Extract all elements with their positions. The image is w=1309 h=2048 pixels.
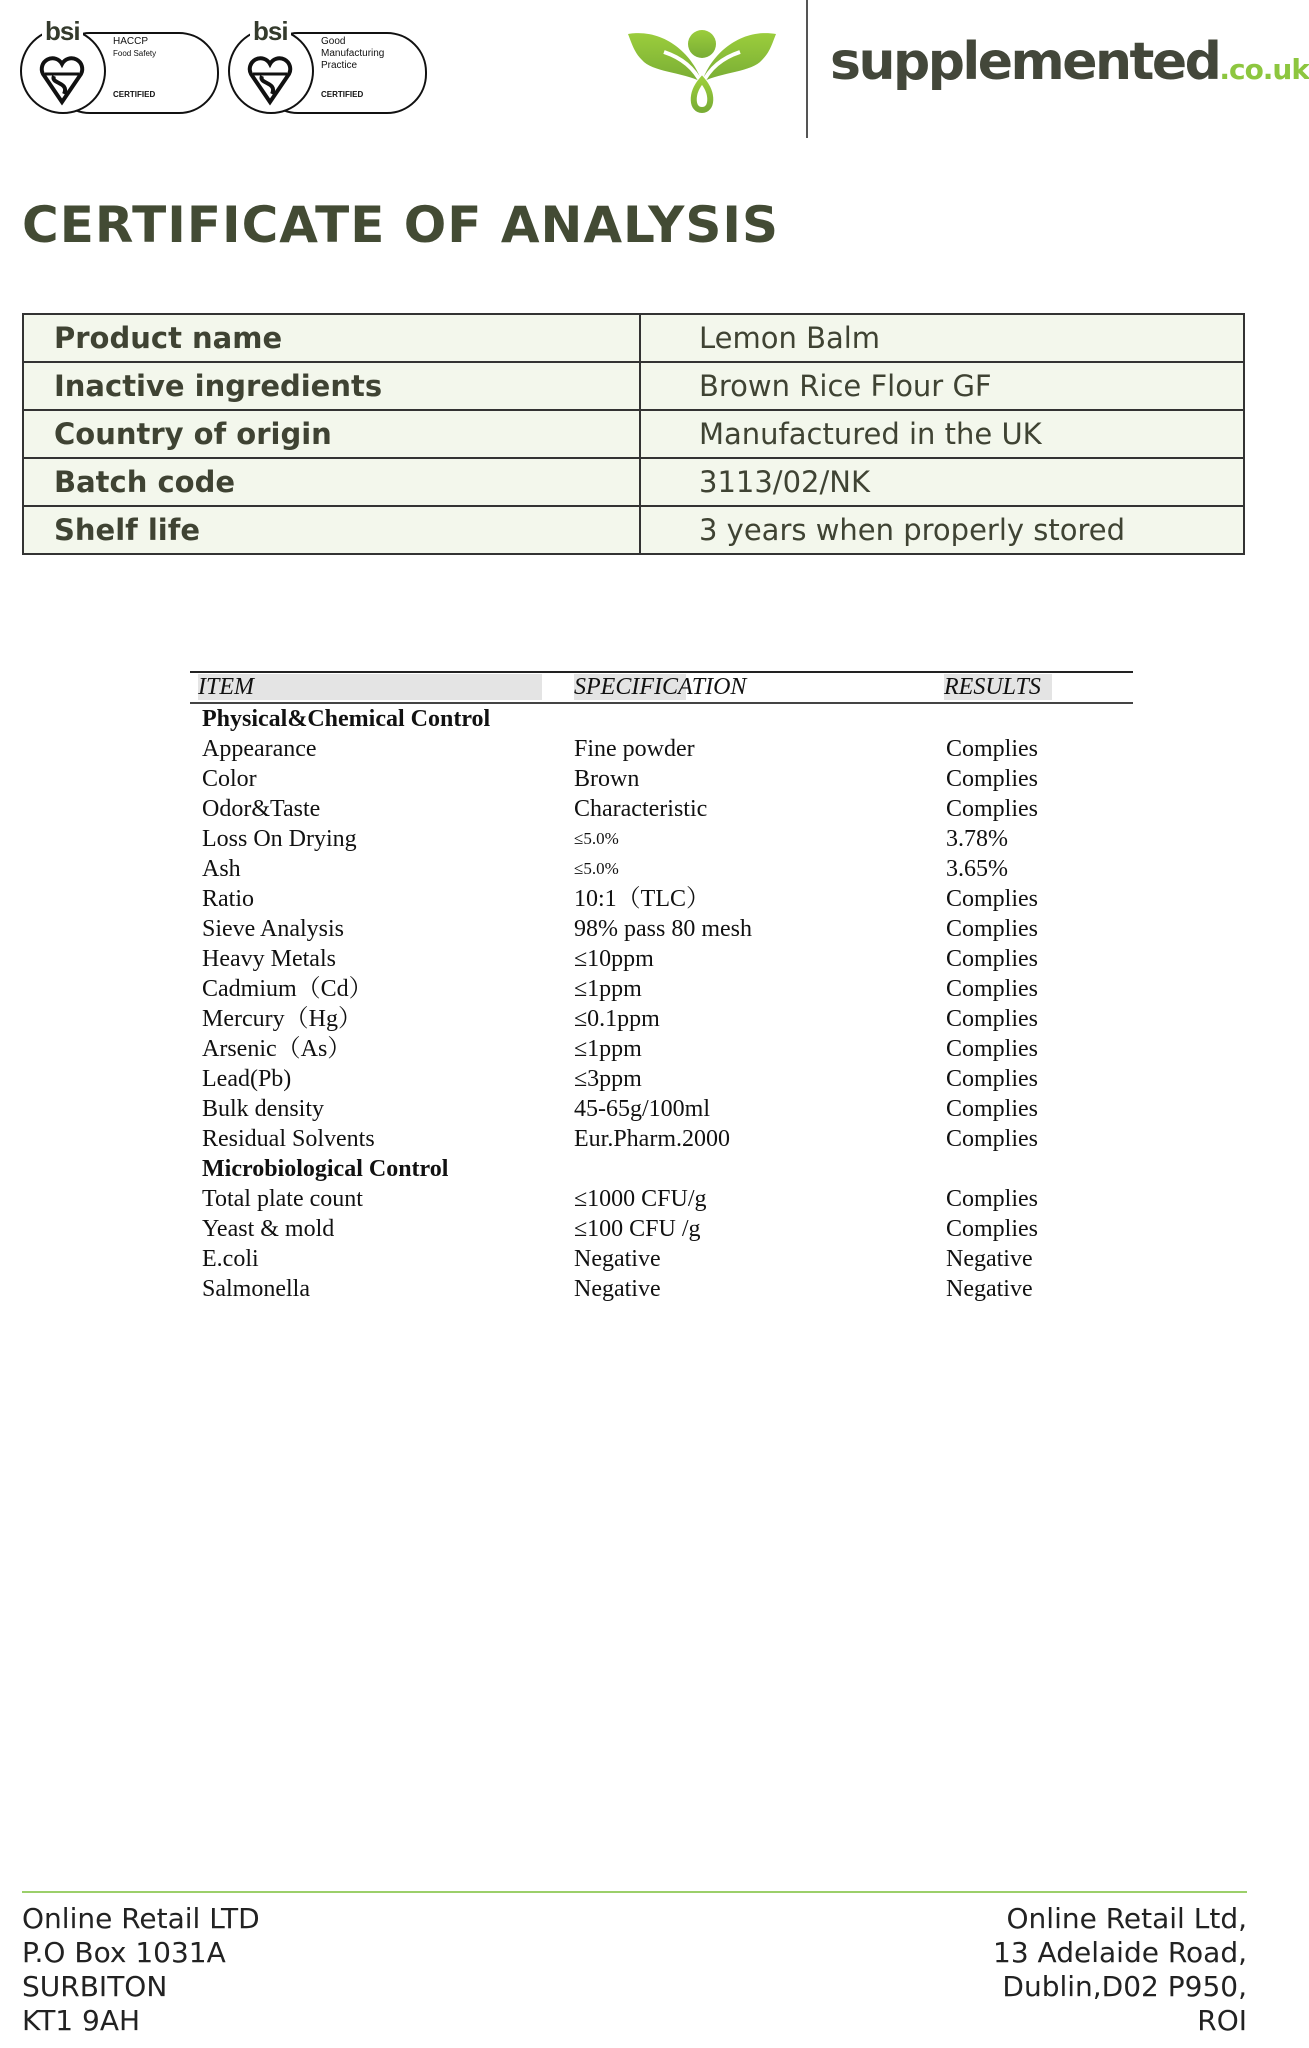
- spec-cell: ≤100 CFU /g: [574, 1216, 701, 1242]
- analysis-row: [190, 1244, 1133, 1274]
- spec-cell: ≤3ppm: [574, 1066, 642, 1092]
- table-row: [23, 458, 1244, 506]
- header-specification: SPECIFICATION: [574, 674, 747, 700]
- info-value: 3113/02/NK: [640, 458, 1244, 506]
- spec-cell: Negative: [574, 1246, 661, 1272]
- bsi-kitemark-icon: [40, 54, 84, 104]
- section-heading-row: [190, 1154, 1133, 1184]
- result-cell: Complies: [946, 916, 1039, 942]
- address-line: SURBITON: [22, 1970, 168, 2003]
- item-cell: Residual Solvents: [202, 1126, 375, 1152]
- badge-status: CERTIFIED: [113, 90, 156, 99]
- analysis-row: [190, 734, 1133, 764]
- analysis-row: [190, 794, 1133, 824]
- item-cell: Mercury（Hg）: [202, 1006, 362, 1032]
- spec-cell: ≤0.1ppm: [574, 1006, 660, 1032]
- spec-cell: Characteristic: [574, 796, 708, 822]
- analysis-row: [190, 1094, 1133, 1124]
- table-row: [23, 506, 1244, 554]
- result-cell: Complies: [946, 946, 1039, 972]
- result-cell: Complies: [946, 1216, 1039, 1242]
- analysis-row: [190, 1004, 1133, 1034]
- badge-line-2: Food Safety: [113, 49, 157, 58]
- analysis-row: [190, 944, 1133, 974]
- analysis-row: [190, 854, 1133, 884]
- spec-cell: ≤1ppm: [574, 1036, 642, 1062]
- bsi-kitemark-icon: [248, 54, 292, 104]
- logo-divider: [806, 0, 808, 138]
- result-cell: Complies: [946, 1006, 1039, 1032]
- result-cell: 3.65%: [946, 856, 1008, 882]
- badge-text: [113, 36, 156, 60]
- item-cell: Arsenic（As）: [202, 1036, 352, 1062]
- spec-cell: ≤5.0%: [574, 829, 619, 848]
- brand-logo-text: [830, 32, 1309, 92]
- brand-name: supplemented: [830, 32, 1220, 92]
- badge-line-1: Good: [321, 36, 346, 47]
- info-value: Brown Rice Flour GF: [640, 362, 1244, 410]
- header-results: RESULTS: [944, 674, 1052, 700]
- item-cell: Microbiological Control: [202, 1156, 449, 1182]
- product-info-table: [22, 313, 1245, 555]
- spec-cell: ≤1ppm: [574, 976, 642, 1002]
- spec-cell: ≤5.0%: [574, 859, 619, 878]
- badge-line-2: Manufacturing: [321, 48, 385, 59]
- info-label: Product name: [23, 314, 640, 362]
- item-cell: Ash: [202, 856, 241, 882]
- address-ie: [993, 1902, 1247, 2038]
- result-cell: Complies: [946, 1186, 1039, 1212]
- item-cell: Bulk density: [202, 1096, 325, 1122]
- result-cell: Complies: [946, 736, 1039, 762]
- analysis-row: [190, 1274, 1133, 1304]
- result-cell: Complies: [946, 1096, 1039, 1122]
- badge-status: CERTIFIED: [321, 90, 364, 99]
- item-cell: Total plate count: [202, 1186, 363, 1212]
- analysis-table: [190, 671, 1133, 1304]
- spec-cell: Eur.Pharm.2000: [574, 1126, 730, 1152]
- item-cell: Physical&Chemical Control: [202, 706, 491, 732]
- bsi-haccp-badge: [20, 18, 210, 118]
- result-cell: Negative: [946, 1246, 1033, 1272]
- item-cell: E.coli: [202, 1246, 259, 1272]
- analysis-row: [190, 1034, 1133, 1064]
- item-cell: Loss On Drying: [202, 826, 357, 852]
- spec-cell: ≤1000 CFU/g: [574, 1186, 707, 1212]
- item-cell: Sieve Analysis: [202, 916, 344, 942]
- badge-line-3: Practice: [321, 60, 358, 71]
- analysis-row: [190, 974, 1133, 1004]
- spec-cell: Brown: [574, 766, 640, 792]
- analysis-row: [190, 1184, 1133, 1214]
- bsi-wordmark: bsi: [250, 18, 291, 44]
- info-label: Country of origin: [23, 410, 640, 458]
- analysis-row: [190, 1064, 1133, 1094]
- analysis-row: [190, 1124, 1133, 1154]
- result-cell: Complies: [946, 796, 1039, 822]
- result-cell: Complies: [946, 1066, 1039, 1092]
- spec-cell: 10:1（TLC）: [574, 886, 710, 912]
- table-row: [23, 410, 1244, 458]
- footer-divider: [22, 1891, 1247, 1893]
- address-uk: [22, 1902, 260, 2038]
- page-title: CERTIFICATE OF ANALYSIS: [22, 196, 779, 254]
- analysis-header-row: [190, 671, 1133, 704]
- header-item: ITEM: [198, 674, 542, 700]
- bsi-wordmark: bsi: [42, 18, 83, 44]
- info-label: Shelf life: [23, 506, 640, 554]
- item-cell: Color: [202, 766, 257, 792]
- analysis-row: [190, 1214, 1133, 1244]
- info-value: Manufactured in the UK: [640, 410, 1244, 458]
- spec-cell: Negative: [574, 1276, 661, 1302]
- analysis-row: [190, 824, 1133, 854]
- analysis-row: [190, 914, 1133, 944]
- section-heading-row: [190, 704, 1133, 734]
- address-line: Dublin,D02 P950,: [1002, 1970, 1247, 2003]
- result-cell: Complies: [946, 976, 1039, 1002]
- spec-cell: 98% pass 80 mesh: [574, 916, 752, 942]
- item-cell: Odor&Taste: [202, 796, 321, 822]
- info-label: Inactive ingredients: [23, 362, 640, 410]
- leaf-person-logo-icon: [622, 22, 782, 114]
- analysis-row: [190, 884, 1133, 914]
- address-line: KT1 9AH: [22, 2004, 141, 2037]
- result-cell: 3.78%: [946, 826, 1008, 852]
- result-cell: Complies: [946, 766, 1039, 792]
- item-cell: Salmonella: [202, 1276, 310, 1302]
- info-value: Lemon Balm: [640, 314, 1244, 362]
- address-line: Online Retail LTD: [22, 1902, 260, 1935]
- brand-tld: .co.uk: [1219, 53, 1309, 86]
- analysis-row: [190, 764, 1133, 794]
- spec-cell: ≤10ppm: [574, 946, 654, 972]
- item-cell: Yeast & mold: [202, 1216, 335, 1242]
- item-cell: Cadmium（Cd）: [202, 976, 373, 1002]
- item-cell: Heavy Metals: [202, 946, 336, 972]
- bsi-gmp-badge: [228, 18, 418, 118]
- table-row: [23, 314, 1244, 362]
- item-cell: Lead(Pb): [202, 1066, 292, 1092]
- item-cell: Ratio: [202, 886, 254, 912]
- spec-cell: 45-65g/100ml: [574, 1096, 710, 1122]
- badge-line-1: HACCP: [113, 36, 149, 47]
- result-cell: Negative: [946, 1276, 1033, 1302]
- spec-cell: Fine powder: [574, 736, 695, 762]
- info-label: Batch code: [23, 458, 640, 506]
- result-cell: Complies: [946, 1126, 1039, 1152]
- info-value: 3 years when properly stored: [640, 506, 1244, 554]
- item-cell: Appearance: [202, 736, 317, 762]
- badge-text: [321, 36, 384, 72]
- result-cell: Complies: [946, 1036, 1039, 1062]
- address-line: ROI: [1197, 2004, 1247, 2037]
- address-line: 13 Adelaide Road,: [993, 1936, 1247, 1969]
- result-cell: Complies: [946, 886, 1039, 912]
- table-row: [23, 362, 1244, 410]
- analysis-rows: [190, 704, 1133, 1304]
- address-line: P.O Box 1031A: [22, 1936, 226, 1969]
- address-line: Online Retail Ltd,: [1006, 1902, 1247, 1935]
